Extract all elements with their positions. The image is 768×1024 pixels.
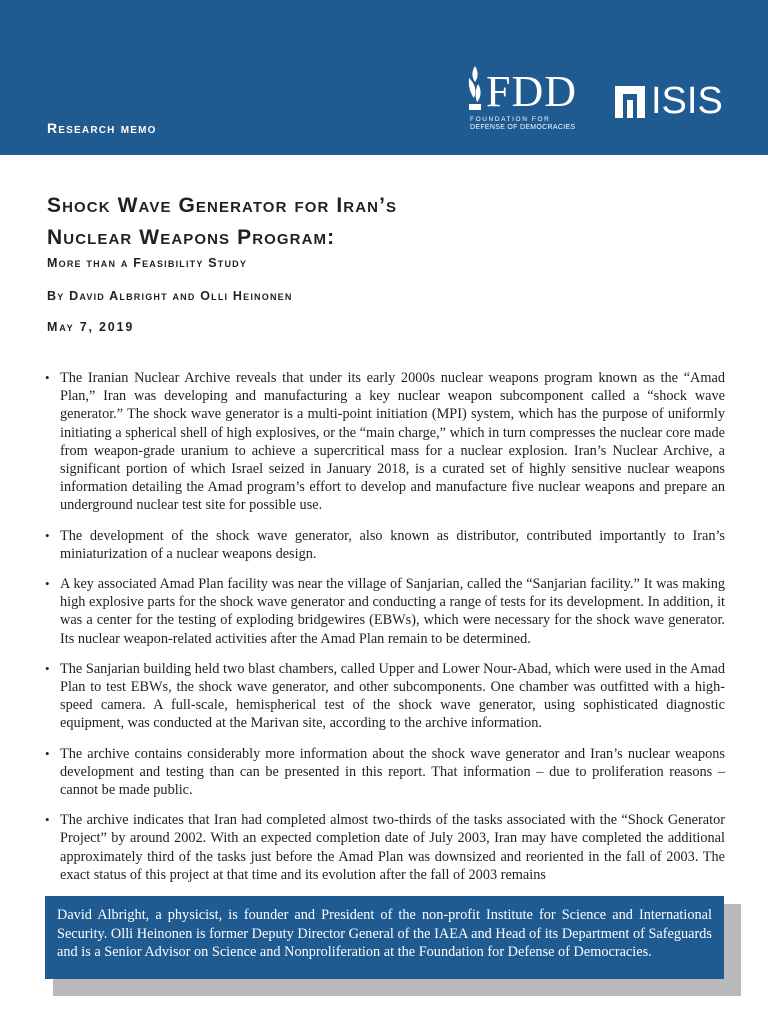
author-bio-box: [45, 896, 724, 979]
bullet-text: The Sanjarian building held two blast chambers, called Upper and Lower Nour-Abad, which were used in the Amad Plan to test EBWs, the shock wave generator, and other subcomponents. One chamber was outfitted with a high-speed camera. A full-scale, hemispherical test of the shock wave generator, using sophisticated diagnostic equipment, was conducted at the Marivan site, according to the archive information.: [60, 660, 725, 732]
bullet-dot-icon: •: [45, 812, 50, 828]
bullet-text: The Iranian Nuclear Archive reveals that under its early 2000s nuclear weapons program known as the “Amad Plan,” Iran was developing and manufacturing a key nuclear weapon subcomponent called a “shock wave generator.” The shock wave generator is a multi-point initiation (MPI) system, which has the purpose of uniformly initiating a spherical shell of high explosives, or the “main charge,” which in turn compresses the nuclear core made from weapon-grade uranium to achieve a supercritical mass for a nuclear explosion. Iran’s Nuclear Archive, a significant portion of which Israel seized in January 2018, is a curated set of highly sensitive nuclear weapons information detailing the Amad program’s effort to develop and manufacture five nuclear weapons and prepare an underground nuclear test site for possible use.: [60, 370, 725, 514]
publication-date: May 7, 2019: [47, 320, 135, 334]
bullet-item: [45, 527, 725, 563]
memo-subtitle: More than a Feasibility Study: [47, 256, 248, 270]
fdd-logo: [466, 64, 586, 132]
fdd-subline-2: DEFENSE OF DEMOCRACIES: [470, 124, 576, 131]
summary-bullet-list: [45, 369, 725, 896]
fdd-flame-icon: [466, 64, 484, 112]
bullet-item: [45, 575, 725, 648]
bullet-dot-icon: •: [45, 660, 50, 676]
bullet-text: The archive contains considerably more information about the shock wave generator and Iran’s nuclear weapons development and testing than can be presented in this report. That information – due to proliferation reasons – cannot be made public.: [60, 745, 725, 799]
isis-wordmark: ISIS: [651, 80, 723, 122]
author-bio-text: David Albright, a physicist, is founder and President of the non-profit Institute for Science and International Security. Olli Heinonen is former Deputy Director General of the IAEA and Head of its Department of Safeguards and is a Senior Advisor on Science and Nonproliferation at the Foundation for Defense of Democracies.: [57, 907, 712, 961]
bullet-item: [45, 811, 725, 884]
research-memo-label: Research memo: [47, 120, 157, 136]
bullet-text: The development of the shock wave generator, also known as distributor, contributed importantly to Iran’s miniaturization of a nuclear weapons design.: [60, 527, 725, 562]
header-banner: [0, 0, 768, 155]
title-line-1: Shock Wave Generator for Iran’s: [47, 194, 398, 217]
fdd-wordmark: FDD: [486, 67, 578, 116]
bullet-item: [45, 369, 725, 515]
bullet-item: [45, 660, 725, 733]
title-line-2: Nuclear Weapons Program:: [47, 226, 336, 249]
isis-mark-icon: [613, 82, 647, 120]
bullet-dot-icon: •: [45, 576, 50, 592]
bullet-text: A key associated Amad Plan facility was near the village of Sanjarian, called the “Sanjarian facility.” It was making high explosive parts for the shock wave generator and conducting a range of tests for its development. In addition, it was a center for the testing of exploding bridgewires (EBWs), which were necessary for the shock wave generator. Its nuclear weapon-related activities after the Amad Plan remain to be determined.: [60, 576, 726, 647]
bullet-dot-icon: •: [45, 745, 50, 761]
memo-title: [47, 190, 727, 254]
fdd-subline-1: FOUNDATION FOR: [470, 116, 551, 123]
byline: By David Albright and Olli Heinonen: [47, 289, 293, 303]
bullet-text: The archive indicates that Iran had completed almost two-thirds of the tasks associated with the “Shock Generator Project” by around 2002. With an expected completion date of July 2003, Iran may have completed the additional approximately third of the tasks just before the Amad Plan was downsized and reoriented in the fall of 2003. The exact status of this project at that time and its evolution after the fall of 2003 remains: [60, 812, 725, 883]
bullet-dot-icon: •: [45, 370, 50, 385]
bullet-item: [45, 745, 725, 800]
bullet-dot-icon: •: [45, 527, 50, 543]
